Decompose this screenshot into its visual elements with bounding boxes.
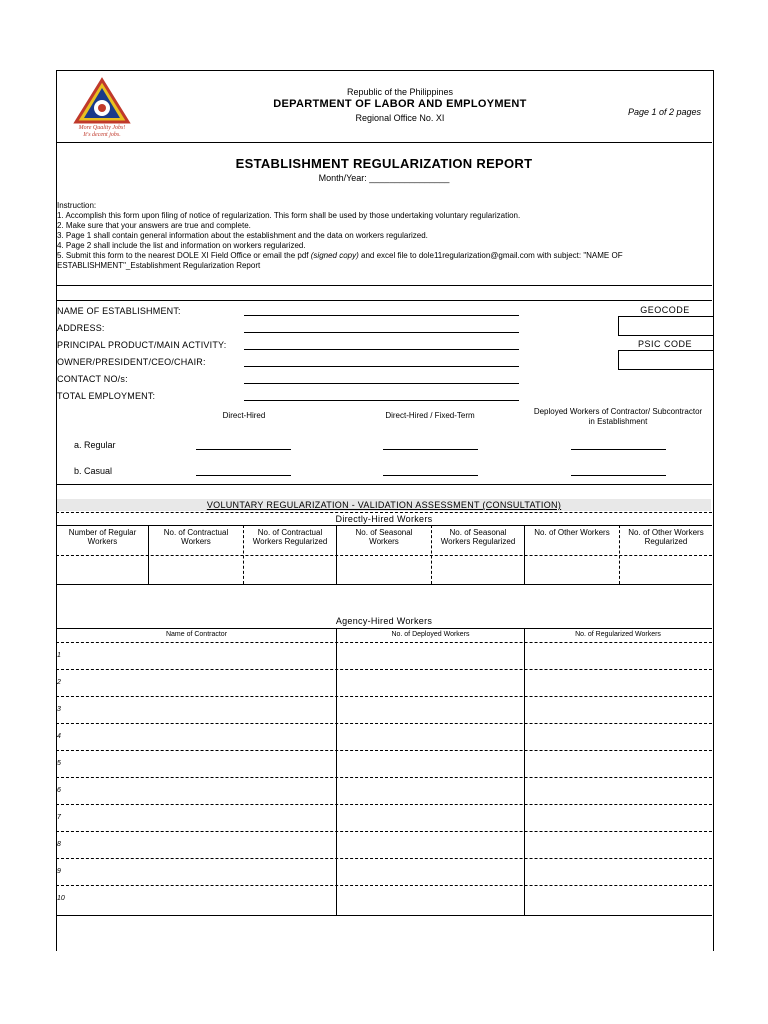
instruction-5-pre: 5. Submit this form to the nearest DOLE XI Field Office or email the pdf (57, 251, 311, 260)
input-seasonal-regularized[interactable] (432, 557, 523, 583)
deployed-label (520, 407, 716, 427)
row-number: 10 (57, 895, 65, 902)
col-text: Workers Regularized (252, 537, 328, 546)
direct-hired-label: Direct-Hired (222, 411, 266, 420)
office-label: Regional Office No. XI (355, 113, 445, 123)
regular-label: a. Regular (74, 440, 116, 450)
instruction-item: 2. Make sure that your answers are true and complete. (57, 221, 251, 230)
contact-input-line[interactable] (244, 383, 519, 384)
divider (56, 285, 712, 286)
divider (56, 628, 712, 629)
col-regular-workers (57, 528, 148, 546)
row-number: 9 (57, 868, 61, 875)
input-regular-workers[interactable] (57, 557, 147, 583)
divider (56, 555, 712, 556)
row-number: 1 (57, 652, 61, 659)
col-contractual-regularized (244, 528, 336, 546)
divider (56, 512, 712, 513)
psic-label: PSIC CODE (637, 339, 692, 349)
name-input-line[interactable] (244, 315, 519, 316)
psic-input[interactable] (618, 350, 713, 370)
col-seasonal-workers (337, 528, 431, 546)
direct-hired-title: Directly-Hired Workers (335, 514, 433, 524)
divider (56, 300, 712, 301)
geocode-input[interactable] (618, 316, 713, 336)
row-number: 8 (57, 841, 61, 848)
col-other-regularized (620, 528, 712, 546)
row-divider (56, 885, 712, 886)
col-contractor-name: Name of Contractor (165, 631, 228, 638)
row-divider (56, 831, 712, 832)
row-divider (56, 777, 712, 778)
regular-deployed-input[interactable] (571, 449, 666, 450)
col-text: No. of Other Workers (534, 528, 610, 537)
geocode-label: GEOCODE (640, 305, 690, 315)
row-number: 5 (57, 760, 61, 767)
voluntary-title: VOLUNTARY REGULARIZATION - VALIDATION ASSESSMENT (CONSULTATION) (206, 500, 562, 510)
divider (56, 142, 712, 143)
logo-text-2: It's decent jobs. (83, 132, 121, 138)
owner-input-line[interactable] (244, 366, 519, 367)
owner-label: OWNER/PRESIDENT/CEO/CHAIR: (57, 357, 206, 367)
divider (56, 484, 712, 485)
row-divider (56, 750, 712, 751)
instruction-item-5 (57, 251, 711, 261)
col-text: Regularized (644, 537, 688, 546)
input-contractual-workers[interactable] (149, 557, 242, 583)
regular-direct-input[interactable] (196, 449, 291, 450)
col-text: Workers (369, 537, 399, 546)
col-regularized-workers: No. of Regularized Workers (575, 631, 661, 638)
casual-direct-input[interactable] (196, 475, 291, 476)
row-divider (56, 858, 712, 859)
col-text: No. of Seasonal (449, 528, 507, 537)
input-other-regularized[interactable] (620, 557, 711, 583)
row-divider (56, 669, 712, 670)
total-label: TOTAL EMPLOYMENT: (57, 391, 156, 401)
col-text: Workers (87, 537, 118, 546)
address-label: ADDRESS: (57, 323, 105, 333)
input-contractual-regularized[interactable] (244, 557, 335, 583)
casual-deployed-input[interactable] (571, 475, 666, 476)
product-input-line[interactable] (244, 349, 519, 350)
row-divider (56, 696, 712, 697)
row-divider (56, 723, 712, 724)
address-input-line[interactable] (244, 332, 519, 333)
agency-title: Agency-Hired Workers (335, 616, 433, 626)
instruction-5-post: and excel file to dole11regularization@gmail.com with subject: "NAME OF (358, 251, 623, 260)
row-divider (56, 804, 712, 805)
col-deployed-workers: No. of Deployed Workers (391, 631, 470, 638)
page-indicator: Page 1 of 2 pages (628, 107, 702, 117)
country-label: Republic of the Philippines (346, 87, 454, 97)
month-year-field[interactable]: Month/Year: ________________ (318, 173, 450, 183)
col-text: No. of Contractual (163, 528, 229, 537)
regular-fixed-input[interactable] (383, 449, 478, 450)
deployed-label-line2: in Establishment (588, 417, 648, 426)
product-label: PRINCIPAL PRODUCT/MAIN ACTIVITY: (57, 340, 227, 350)
department-title: DEPARTMENT OF LABOR AND EMPLOYMENT (273, 98, 527, 110)
contact-label: CONTACT NO/s: (57, 374, 128, 384)
col-contractual-workers (149, 528, 243, 546)
casual-fixed-input[interactable] (383, 475, 478, 476)
col-sep (524, 628, 525, 915)
total-input-line[interactable] (244, 400, 519, 401)
row-number: 7 (57, 814, 61, 821)
logo-text-1: More Quality Jobs! (78, 125, 126, 131)
col-seasonal-regularized (432, 528, 524, 546)
name-label: NAME OF ESTABLISHMENT: (57, 306, 181, 316)
row-number: 4 (57, 733, 61, 740)
col-text: No. of Other Workers (628, 528, 704, 537)
instruction-item: 1. Accomplish this form upon filing of notice of regularization. This form shall be used by those undertaking voluntary regularization. (57, 211, 521, 220)
input-other-workers[interactable] (525, 557, 618, 583)
fixed-term-label: Direct-Hired / Fixed-Term (385, 411, 475, 420)
casual-label: b. Casual (74, 466, 113, 476)
divider (56, 915, 712, 916)
col-text: No. of Contractual (257, 528, 323, 537)
instruction-item: 4. Page 2 shall include the list and information on workers regularized. (57, 241, 306, 250)
col-text: Workers (181, 537, 211, 546)
report-title: ESTABLISHMENT REGULARIZATION REPORT (235, 156, 533, 171)
row-number: 2 (57, 679, 61, 686)
instructions-heading: Instruction: (57, 201, 97, 210)
instruction-5-signed: (signed copy) (310, 251, 359, 260)
col-text: Workers Regularized (440, 537, 516, 546)
instruction-item: 3. Page 1 shall contain general information about the establishment and the data on workers regularized. (57, 231, 428, 240)
divider (56, 525, 712, 526)
divider (56, 584, 712, 585)
row-number: 3 (57, 706, 61, 713)
col-text: Number of Regular (68, 528, 137, 537)
divider (56, 642, 712, 643)
instruction-item-5-cont: ESTABLISHMENT"_Establishment Regularization Report (57, 261, 261, 270)
instructions (57, 201, 711, 271)
deployed-label-line1: Deployed Workers of Contractor/ Subcontractor (533, 407, 703, 416)
dole-logo (70, 76, 134, 138)
col-sep (336, 628, 337, 915)
col-text: No. of Seasonal (355, 528, 413, 537)
input-seasonal-workers[interactable] (337, 557, 430, 583)
col-other-workers (525, 528, 619, 537)
row-number: 6 (57, 787, 61, 794)
